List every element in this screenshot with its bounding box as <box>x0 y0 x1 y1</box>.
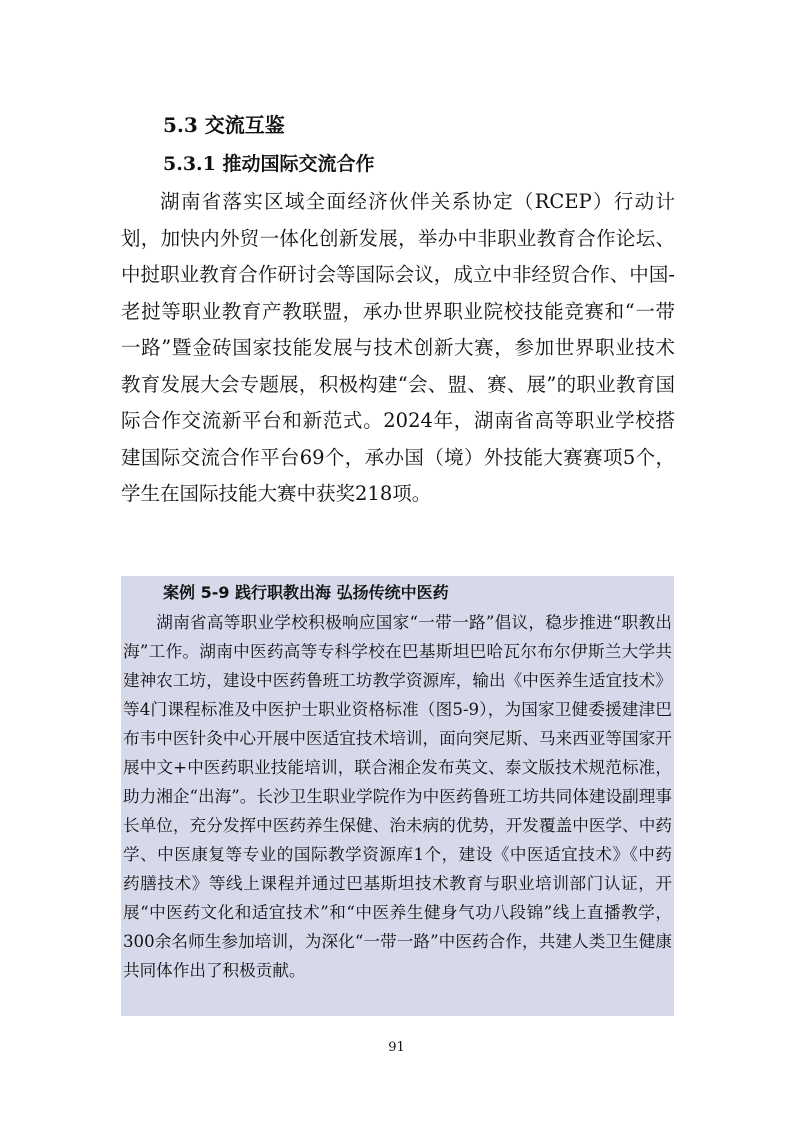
page-number: 91 <box>388 1040 405 1055</box>
case-paragraph: 湖南省高等职业学校积极响应国家“一带一路”倡议，稳步推进“职教出海”工作。湖南中医药高等专科学校在巴基斯坦巴哈瓦尔布尔伊斯兰大学共建神农工坊，建设中医药鲁班工坊教学资源库，输出《中医养生适宜技术》等4门课程标准及中医护士职业资格标准（图5-9），为国家卫健委援建津巴布韦中医针灸中心开展中医适宜技术培训，面向突尼斯、马来西亚等国家开展中文+中医药职业技能培训，联合湘企发布英文、泰文版技术规范标准，助力湘企“出海”。长沙卫生职业学院作为中医药鲁班工坊共同体建设副理事长单位，充分发挥中医药养生保健、治未病的优势，开发覆盖中医学、中药学、中医康复等专业的国际教学资源库1个，建设《中医适宜技术》《中药药膳技术》等线上课程并通过巴基斯坦技术教育与职业培训部门认证，开展“中医药文化和适宜技术”和“中医养生健身气功八段锦”线上直播教学，300余名师生参加培训，为深化“一带一路”中医药合作，共建人类卫生健康共同体作出了积极贡献。 <box>123 613 672 980</box>
section-heading: 5.3 交流互鉴 <box>163 113 285 137</box>
case-title: 案例 5-9 践行职教出海 弘扬传统中医药 <box>163 583 449 602</box>
body-paragraph: 湖南省落实区域全面经济伙伴关系协定（RCEP）行动计划，加快内外贸一体化创新发展，举办中非职业教育合作论坛、中挝职业教育合作研讨会等国际会议，成立中非经贸合作、中国-老挝等职业教育产教联盟，承办世界职业院校技能竞赛和“一带一路”暨金砖国家技能发展与技术创新大赛，参加世界职业技术教育发展大会专题展，积极构建“会、盟、赛、展”的职业教育国际合作交流新平台和新范式。2024年，湖南省高等职业学校搭建国际交流合作平台69个，承办国（境）外技能大赛赛项5个，学生在国际技能大赛中获奖218项。 <box>121 190 675 505</box>
case-box <box>121 576 674 1016</box>
subsection-heading: 5.3.1 推动国际交流合作 <box>163 153 375 175</box>
